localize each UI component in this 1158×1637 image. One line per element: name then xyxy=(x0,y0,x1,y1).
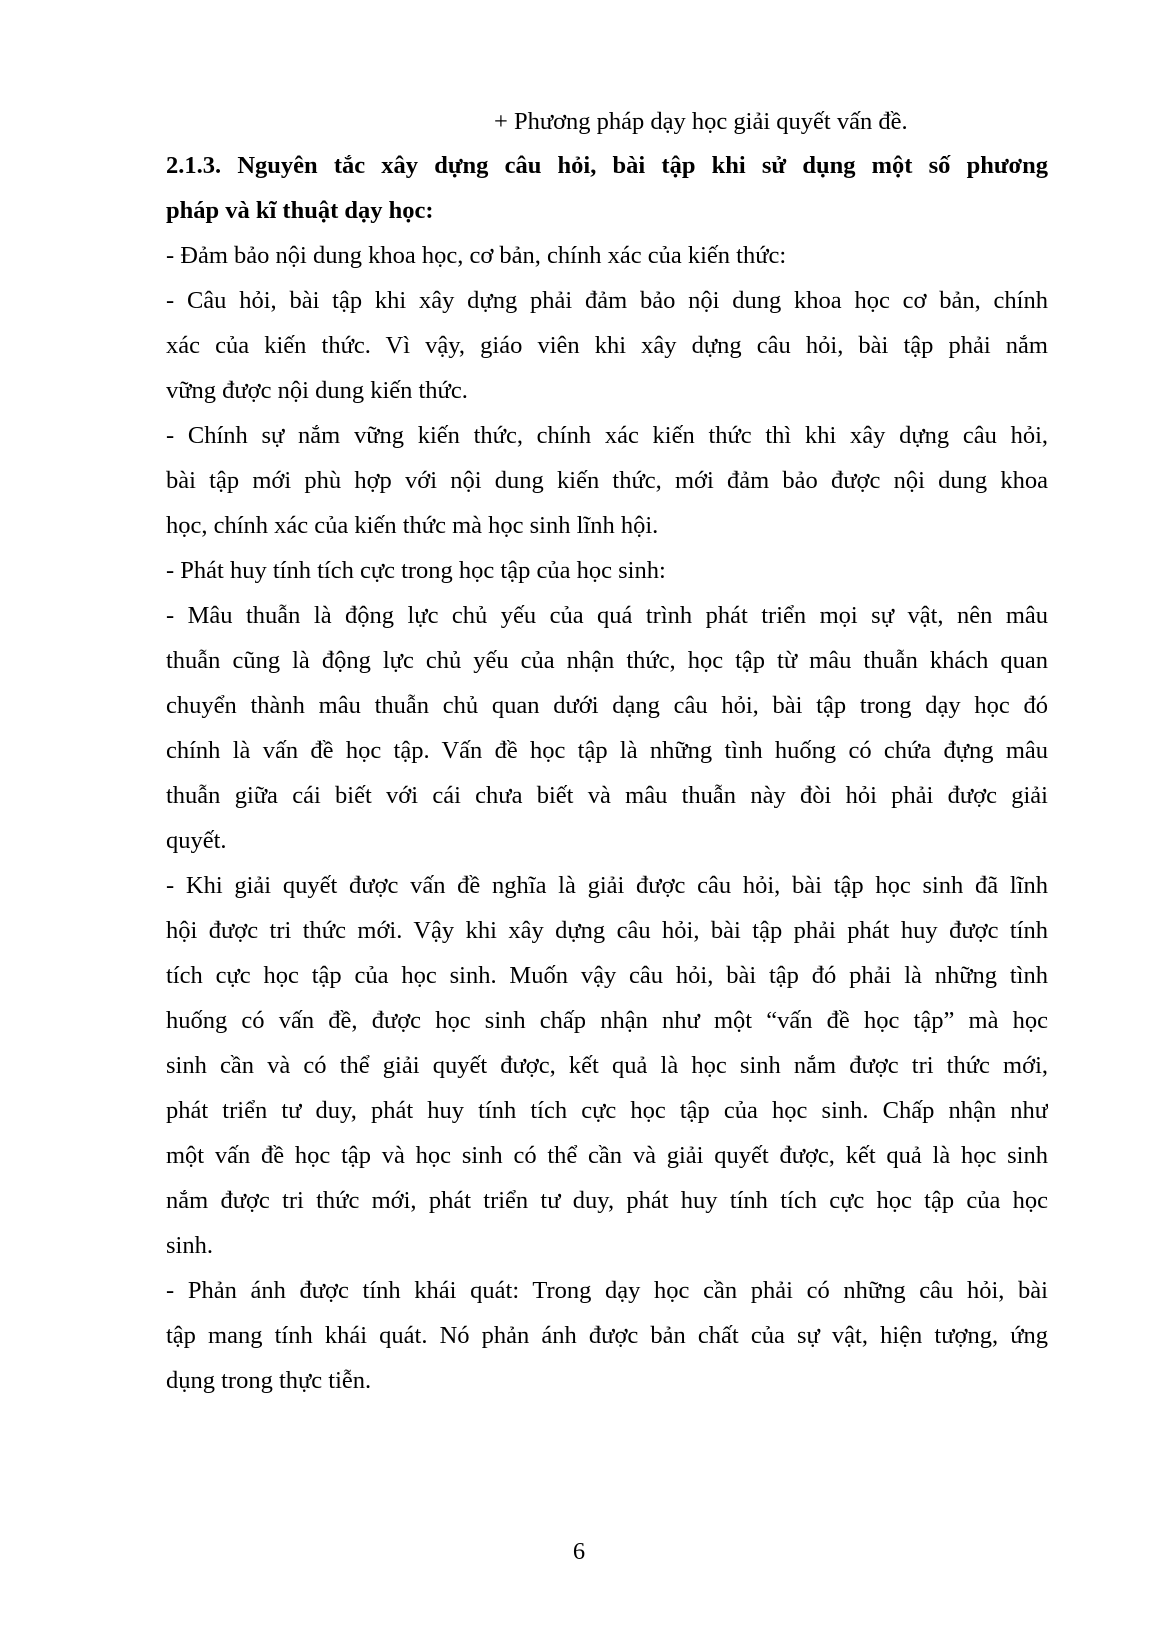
paragraph-line: phát triển tư duy, phát huy tính tích cực học tập của học sinh. Chấp nhận như xyxy=(166,1097,1048,1124)
paragraph-line: sinh. xyxy=(166,1232,213,1259)
principle-2-title: - Phát huy tính tích cực trong học tập của học sinh: xyxy=(166,557,666,584)
paragraph-line: học, chính xác của kiến thức mà học sinh lĩnh hội. xyxy=(166,512,659,539)
paragraph-line: tập mang tính khái quát. Nó phản ánh được bản chất của sự vật, hiện tượng, ứng xyxy=(166,1322,1048,1349)
principle-1-title: - Đảm bảo nội dung khoa học, cơ bản, chính xác của kiến thức: xyxy=(166,242,787,269)
paragraph-line: xác của kiến thức. Vì vậy, giáo viên khi xây dựng câu hỏi, bài tập phải nắm xyxy=(166,332,1048,359)
paragraph-line: sinh cần và có thể giải quyết được, kết quả là học sinh nắm được tri thức mới, xyxy=(166,1052,1048,1079)
paragraph-line: quyết. xyxy=(166,827,227,854)
paragraph-line: một vấn đề học tập và học sinh có thể cần và giải quyết được, kết quả là học sinh xyxy=(166,1142,1048,1169)
paragraph-line: nắm được tri thức mới, phát triển tư duy, phát huy tính tích cực học tập của học xyxy=(166,1187,1048,1214)
principle-3-title: - Phản ánh được tính khái quát: Trong dạy học cần phải có những câu hỏi, bài xyxy=(166,1277,1048,1304)
paragraph-line: chuyển thành mâu thuẫn chủ quan dưới dạng câu hỏi, bài tập trong dạy học đó xyxy=(166,692,1048,719)
paragraph-line: huống có vấn đề, được học sinh chấp nhận như một “vấn đề học tập” mà học xyxy=(166,1007,1048,1034)
bullet-method-problem-solving: + Phương pháp dạy học giải quyết vấn đề. xyxy=(494,108,908,135)
paragraph-line: tích cực học tập của học sinh. Muốn vậy câu hỏi, bài tập đó phải là những tình xyxy=(166,962,1048,989)
paragraph-line: - Khi giải quyết được vấn đề nghĩa là giải được câu hỏi, bài tập học sinh đã lĩnh xyxy=(166,872,1048,899)
paragraph-line: chính là vấn đề học tập. Vấn đề học tập là những tình huống có chứa đựng mâu xyxy=(166,737,1048,764)
paragraph-line: hội được tri thức mới. Vậy khi xây dựng câu hỏi, bài tập phải phát huy được tính xyxy=(166,917,1048,944)
paragraph-line: - Mâu thuẫn là động lực chủ yếu của quá trình phát triển mọi sự vật, nên mâu xyxy=(166,602,1048,629)
section-heading-2-1-3-line-1: 2.1.3. Nguyên tắc xây dựng câu hỏi, bài tập khi sử dụng một số phương xyxy=(166,152,1048,179)
paragraph-line: - Câu hỏi, bài tập khi xây dựng phải đảm bảo nội dung khoa học cơ bản, chính xyxy=(166,287,1048,314)
paragraph-line: vững được nội dung kiến thức. xyxy=(166,377,468,404)
paragraph-line: - Chính sự nắm vững kiến thức, chính xác kiến thức thì khi xây dựng câu hỏi, xyxy=(166,422,1048,449)
paragraph-line: bài tập mới phù hợp với nội dung kiến thức, mới đảm bảo được nội dung khoa xyxy=(166,467,1048,494)
section-heading-2-1-3-line-2: pháp và kĩ thuật dạy học: xyxy=(166,197,434,224)
paragraph-line: thuẫn giữa cái biết với cái chưa biết và mâu thuẫn này đòi hỏi phải được giải xyxy=(166,782,1048,809)
page-number: 6 xyxy=(572,1538,586,1565)
paragraph-line: dụng trong thực tiễn. xyxy=(166,1367,372,1394)
paragraph-line: thuẫn cũng là động lực chủ yếu của nhận thức, học tập từ mâu thuẫn khách quan xyxy=(166,647,1048,674)
